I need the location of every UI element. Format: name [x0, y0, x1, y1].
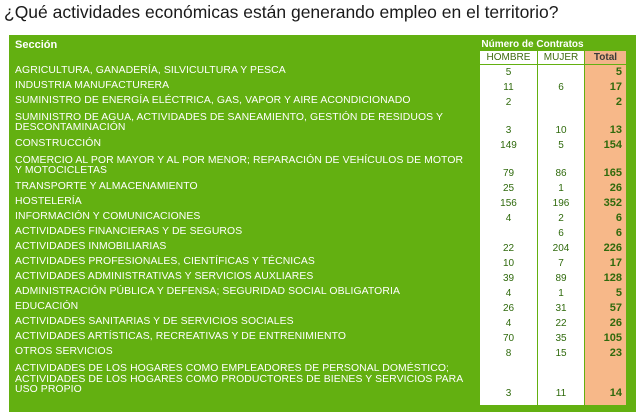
table-row: [9, 196, 636, 211]
hombre-value: 2: [505, 97, 512, 108]
hombre-value: 156: [500, 198, 517, 209]
row-label: ACTIVIDADES FINANCIERAS Y DE SEGUROS: [15, 226, 243, 238]
hombre-value: 149: [500, 140, 517, 151]
mujer-value: 7: [558, 258, 564, 269]
hombre-value: 39: [502, 273, 515, 284]
hombre-value: 22: [502, 243, 515, 254]
table-row: [9, 80, 636, 95]
hombre-value: 11: [503, 82, 514, 93]
hombre-value: 10: [502, 258, 515, 269]
column-header-hombre: HOMBRE: [480, 51, 537, 64]
total-value: 6: [615, 227, 622, 239]
header-seccion: Sección: [15, 39, 58, 51]
header-numero-contratos: Número de Contratos: [481, 39, 584, 50]
total-value: 26: [609, 317, 622, 329]
total-value: 128: [603, 272, 622, 284]
hombre-value: 5: [505, 67, 512, 78]
row-label: AGRICULTURA, GANADERÍA, SILVICULTURA Y PESCA: [15, 65, 286, 77]
row-label: ACTIVIDADES ARTÍSTICAS, RECREATIVAS Y DE ENTRENIMIENTO: [15, 331, 347, 343]
mujer-value: 204: [552, 243, 570, 254]
total-value: 352: [603, 197, 622, 209]
mujer-value: 86: [555, 168, 567, 179]
row-label: OTROS SERVICIOS: [15, 346, 113, 358]
table-row: [9, 331, 636, 346]
total-value: 2: [615, 96, 622, 108]
hombre-value: 4: [505, 288, 512, 299]
mujer-value: 22: [555, 318, 567, 329]
mujer-value: 1: [558, 288, 564, 299]
total-value: 5: [615, 287, 622, 299]
mujer-value: 11: [555, 388, 567, 399]
total-value: 17: [609, 81, 622, 93]
row-label: INDUSTRIA MANUFACTURERA: [15, 80, 170, 92]
mujer-value: 10: [555, 125, 567, 136]
mujer-value: 31: [555, 303, 567, 314]
column-header-total: Total: [585, 51, 626, 64]
total-value: 105: [603, 332, 622, 344]
table-row: [9, 110, 636, 138]
row-label: INFORMACIÓN Y COMUNICACIONES: [15, 211, 201, 223]
column-header-mujer: MUJER: [538, 51, 584, 64]
total-value: 6: [615, 212, 622, 224]
mujer-value: 1: [558, 183, 564, 194]
hombre-value: 4: [505, 213, 512, 224]
total-value: 17: [609, 257, 622, 269]
total-value: 165: [603, 167, 622, 179]
hombre-value: 3: [505, 125, 512, 136]
page-title: ¿Qué actividades económicas están generando empleo en el territorio?: [4, 2, 559, 22]
table-row: [9, 346, 636, 361]
total-value: 5: [615, 66, 622, 78]
mujer-value: 89: [555, 273, 567, 284]
row-label: SUMINISTRO DE ENERGÍA ELÉCTRICA, GAS, VAPOR Y AIRE ACONDICIONADO: [15, 95, 411, 107]
total-value: 26: [609, 182, 622, 194]
table-row: [9, 286, 636, 301]
row-label: ACTIVIDADES DE LOS HOGARES COMO EMPLEADORES DE PERSONAL DOMÉSTICO; ACTIVIDADES DE LOS HOGARES COMO PRODUCTORES DE BIENES Y SERVICIOS PARA USO PROPIO: [15, 363, 463, 396]
row-label: ACTIVIDADES PROFESIONALES, CIENTÍFICAS Y TÉCNICAS: [15, 256, 315, 268]
row-label: CONSTRUCCIÓN: [15, 138, 102, 150]
row-label: ACTIVIDADES INMOBILIARIAS: [15, 241, 167, 253]
mujer-value: 196: [552, 198, 570, 209]
total-value: 57: [609, 302, 622, 314]
hombre-value: 70: [502, 333, 515, 344]
row-label: HOSTELERÍA: [15, 196, 82, 208]
table-row: [9, 301, 636, 316]
table-body: [9, 65, 636, 401]
total-value: 154: [603, 139, 622, 151]
total-value: 14: [609, 387, 622, 399]
row-label: ACTIVIDADES SANITARIAS Y DE SERVICIOS SOCIALES: [15, 316, 294, 328]
mujer-value: 15: [555, 348, 567, 359]
row-label: ADMINISTRACIÓN PÚBLICA Y DEFENSA; SEGURIDAD SOCIAL OBLIGATORIA: [15, 286, 400, 298]
hombre-value: 25: [502, 183, 515, 194]
table-row: [9, 226, 636, 241]
total-value: 13: [609, 124, 622, 136]
total-value: 23: [609, 347, 622, 359]
row-label: TRANSPORTE Y ALMACENAMIENTO: [15, 181, 198, 193]
table-row: [9, 211, 636, 226]
row-label: SUMINISTRO DE AGUA, ACTIVIDADES DE SANEAMIENTO, GESTIÓN DE RESIDUOS Y DESCONTAMINACIÓN: [15, 111, 443, 133]
table-row: [9, 95, 636, 110]
table-row: [9, 138, 636, 153]
hombre-value: 79: [502, 168, 515, 179]
total-value: 226: [603, 242, 622, 254]
table-row: [9, 65, 636, 80]
hombre-value: 8: [505, 348, 512, 359]
mujer-value: 5: [558, 140, 564, 151]
hombre-value: 4: [505, 318, 512, 329]
table-row: [9, 316, 636, 331]
row-label: EDUCACIÓN: [15, 301, 79, 313]
table-row: [9, 271, 636, 286]
mujer-value: 2: [558, 213, 564, 224]
hombre-value: 26: [502, 303, 515, 314]
mujer-value: 35: [555, 333, 567, 344]
table-row: [9, 361, 636, 401]
row-label: COMERCIO AL POR MAYOR Y AL POR MENOR; REPARACIÓN DE VEHÍCULOS DE MOTOR Y MOTOCICLETAS: [15, 154, 464, 176]
contracts-table: [9, 35, 636, 412]
table-row: [9, 241, 636, 256]
mujer-value: 6: [558, 228, 564, 239]
table-row: [9, 153, 636, 181]
hombre-value: 3: [505, 388, 512, 399]
table-row: [9, 256, 636, 271]
mujer-value: 6: [558, 82, 564, 93]
table-row: [9, 181, 636, 196]
row-label: ACTIVIDADES ADMINISTRATIVAS Y SERVICIOS AUXLIARES: [15, 271, 314, 283]
